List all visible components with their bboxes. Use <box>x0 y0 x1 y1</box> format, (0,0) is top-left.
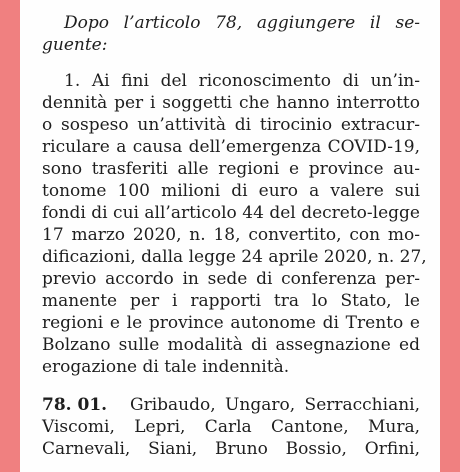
paragraph-line-10: previo accordo in sede di conferenza per- <box>42 269 420 289</box>
intro-line-2: guente: <box>42 35 108 55</box>
paragraph-line-1: 1. Ai fini del riconoscimento di un’in- <box>64 71 420 91</box>
paragraph-line-8: 17 marzo 2020, n. 18, convertito, con mo- <box>42 225 420 245</box>
amendment-line-1 <box>42 394 420 416</box>
document-page <box>20 0 440 472</box>
amendment-line-2: Viscomi, Lepri, Carla Cantone, Mura, <box>42 417 420 437</box>
amendment-number: 78. 01. <box>42 395 108 415</box>
paragraph-line-6: tonome 100 milioni di euro a valere sui <box>42 181 420 201</box>
paragraph-line-2: dennità per i soggetti che hanno interrotto <box>42 93 420 113</box>
paragraph-line-7: fondi di cui all’articolo 44 del decreto-legge <box>42 203 420 223</box>
paragraph-line-9: dificazioni, dalla legge 24 aprile 2020, n. 27, <box>42 247 427 267</box>
amendment-signatories-1: Gribaudo, Ungaro, Serracchiani, <box>130 395 420 415</box>
paragraph-line-5: sono trasferiti alle regioni e province au- <box>42 159 420 179</box>
intro-line-1: Dopo l’articolo 78, aggiungere il se- <box>64 13 420 33</box>
paragraph-line-3: o sospeso un’attività di tirocinio extracur- <box>42 115 420 135</box>
paragraph-line-4: riculare a causa dell’emergenza COVID-19, <box>42 137 420 157</box>
paragraph-line-14: erogazione di tale indennità. <box>42 357 290 377</box>
paragraph-line-12: regioni e le province autonome di Trento e <box>42 313 420 333</box>
paragraph-line-11: manente per i rapporti tra lo Stato, le <box>42 291 420 311</box>
paragraph-line-13: Bolzano sulle modalità di assegnazione ed <box>42 335 420 355</box>
amendment-line-3: Carnevali, Siani, Bruno Bossio, Orfini, <box>42 439 420 459</box>
